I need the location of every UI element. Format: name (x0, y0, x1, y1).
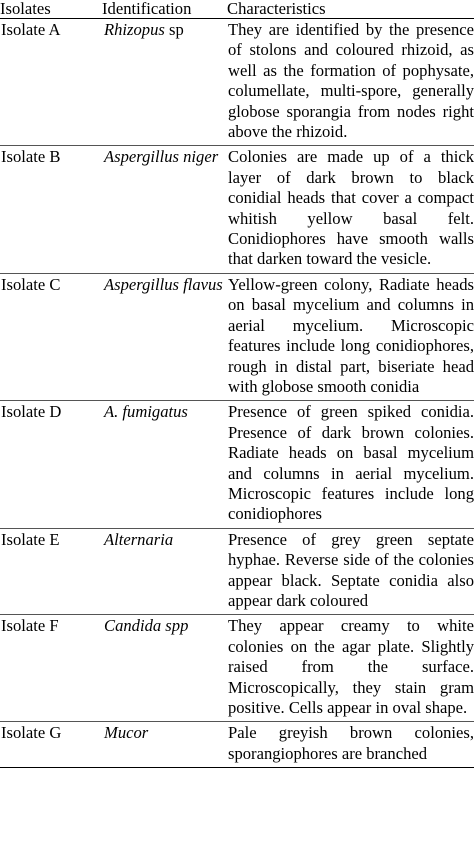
table-row (0, 528, 474, 615)
identification-suffix: sp (164, 20, 184, 39)
identification-cell: A. fumigatus (104, 402, 188, 422)
identification-name: Rhizopus (104, 20, 165, 39)
isolate-cell: Isolate F (1, 616, 59, 636)
header-isolates: Isolates (0, 0, 51, 18)
identification-cell: Mucor (104, 723, 149, 743)
isolate-cell: Isolate A (1, 20, 61, 39)
table-row (0, 146, 474, 273)
table-row (0, 19, 474, 146)
identification-cell (102, 19, 227, 146)
characteristics-cell: They appear creamy to white colonies on the agar plate. Slightly raised from the surface. Microscopically, they stain gram positive. Cells appear in oval shape. (228, 616, 474, 717)
characteristics-cell: Presence of green spiked conidia. Presence of dark brown colonies. Radiate heads on basal mycelium and columns in aerial mycelium. Microscopic features include long conidiophores (228, 402, 474, 524)
identification-cell: Aspergillus flavus (104, 274, 223, 294)
isolate-cell: Isolate B (1, 147, 61, 167)
table-row (0, 615, 474, 722)
identification-cell: Candida spp (104, 616, 189, 636)
isolate-cell: Isolate G (1, 723, 62, 743)
characteristics-cell: They are identified by the presence of stolons and coloured rhizoid, as well as the formation of pophysate, columellate, multi-spore, generally globose sporangia from nodes right above the rhizoid. (228, 20, 474, 142)
table-header-row (0, 0, 474, 19)
identification-cell: Alternaria (104, 529, 174, 549)
header-identification: Identification (102, 0, 192, 18)
isolate-cell: Isolate D (1, 402, 62, 422)
identification-cell: Aspergillus niger (104, 147, 219, 167)
isolate-cell: Isolate E (1, 529, 60, 549)
table-row (0, 273, 474, 400)
characteristics-cell: Pale greyish brown colonies, sporangiophores are branched (228, 723, 474, 763)
table-row (0, 401, 474, 528)
characteristics-cell: Colonies are made up of a thick layer of dark brown to black conidial heads that cover a compact whitish yellow basal felt. Conidiophores have smooth walls that darken toward the vesicle. (228, 147, 474, 269)
isolate-cell: Isolate C (1, 274, 61, 294)
header-characteristics: Characteristics (227, 0, 326, 18)
characteristics-cell: Presence of grey green septate hyphae. Reverse side of the colonies appear black. Septate conidia also appear dark coloured (228, 529, 474, 610)
table-row (0, 722, 474, 768)
characteristics-cell: Yellow-green colony, Radiate heads on basal mycelium and columns in aerial mycelium. Microscopic features include long conidiophores, rough in distal part, biseriate head with globose smooth conidia (228, 274, 474, 396)
